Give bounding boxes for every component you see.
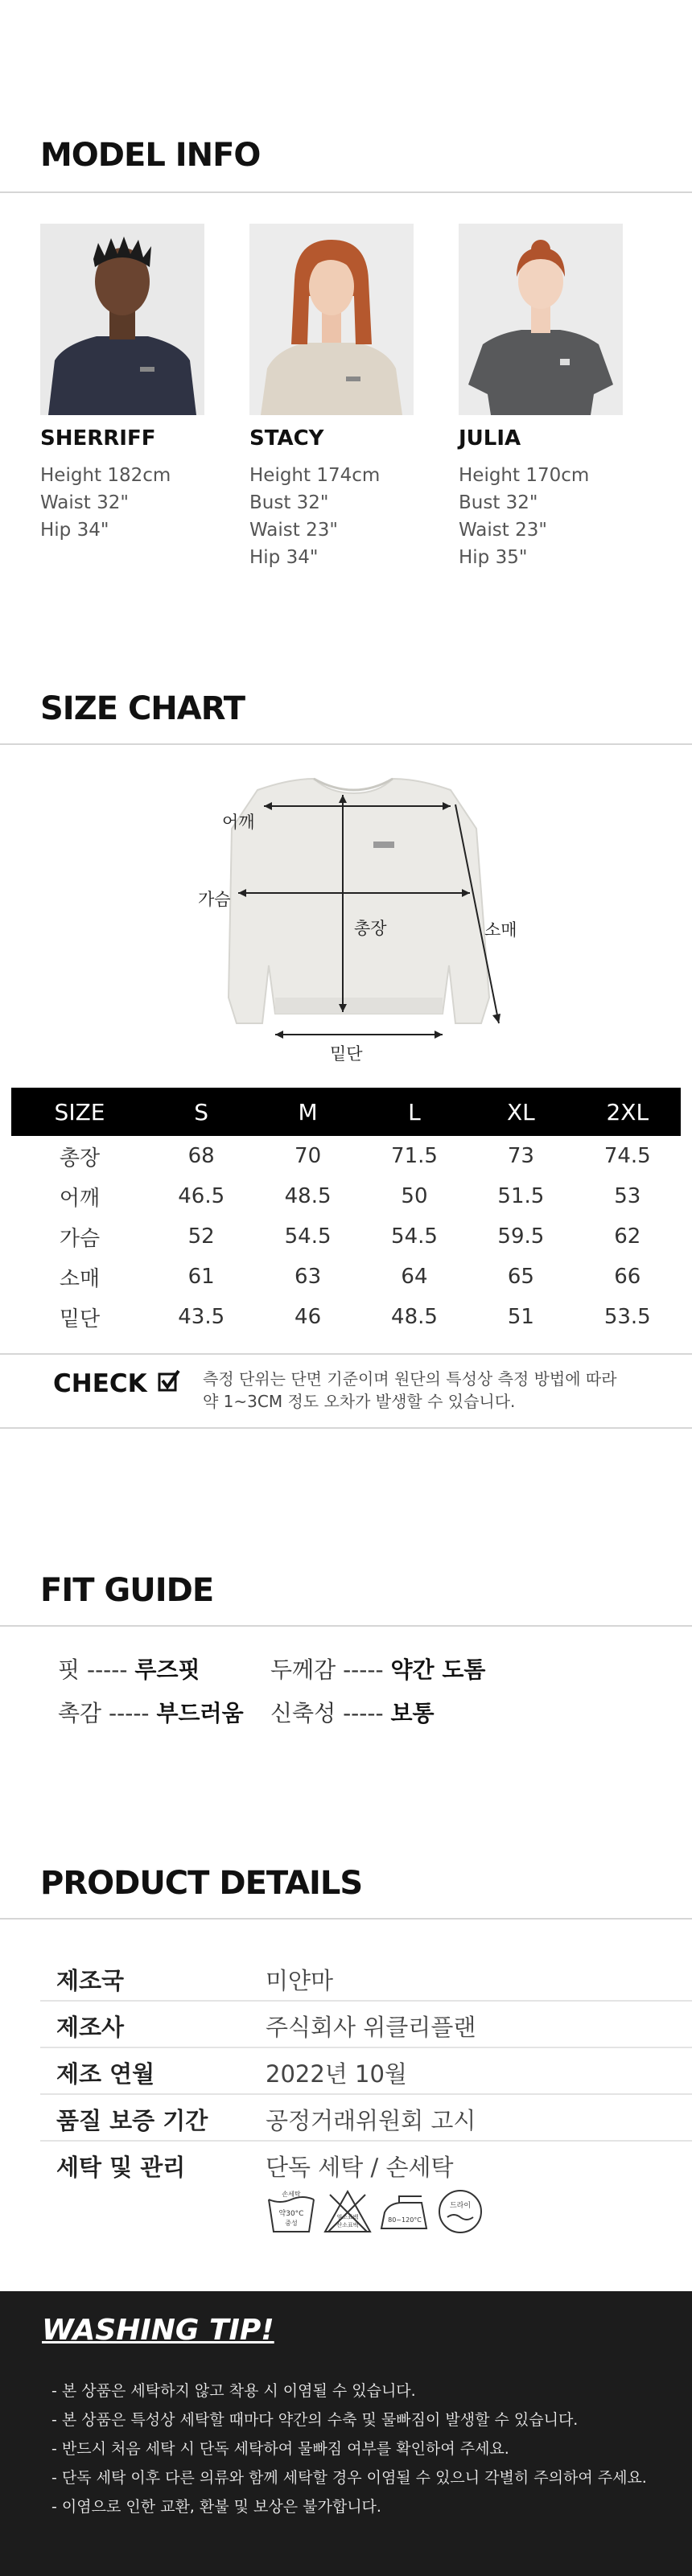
table-cell: 43.5 [178, 1305, 225, 1329]
table-cell: 가슴 [59, 1226, 101, 1251]
care-text: 염소표백 [336, 2214, 359, 2220]
table-cell: 총장 [59, 1146, 101, 1171]
detail-row [40, 2048, 692, 2095]
table-cell: 73 [507, 1144, 534, 1168]
table-cell: 어깨 [59, 1186, 101, 1211]
check-text-line: 약 1~3CM 정도 오차가 발생할 수 있습니다. [203, 1392, 516, 1411]
fit-guide-title: FIT GUIDE [40, 1572, 214, 1609]
check-text [203, 1368, 617, 1413]
divider [0, 1625, 692, 1627]
diagram-label-length: 총장 [354, 919, 387, 938]
fit-item-touch [58, 1696, 244, 1728]
model-spec: Hip 34" [249, 547, 319, 568]
fit-value: 부드러움 [156, 1700, 244, 1726]
diagram-label-shoulder: 어깨 [222, 813, 255, 832]
detail-label: 제조사 [56, 2014, 125, 2041]
product-details-title: PRODUCT DETAILS [40, 1865, 363, 1902]
detail-row [40, 2095, 692, 2142]
table-row [11, 1176, 681, 1216]
detail-row [40, 2142, 692, 2188]
detail-value: 미얀마 [266, 1967, 334, 1994]
fit-label: 신축성 [270, 1700, 336, 1726]
size-header-cell: M [254, 1088, 360, 1136]
size-header-cell: 2XL [575, 1088, 681, 1136]
detail-label: 세탁 및 관리 [56, 2154, 186, 2181]
table-row [11, 1136, 681, 1176]
care-text: 약30°C [278, 2210, 304, 2218]
model-spec: Waist 23" [459, 520, 547, 541]
model-spec: Hip 35" [459, 547, 528, 568]
table-cell: 54.5 [284, 1224, 332, 1249]
fit-dashes: ----- [109, 1700, 150, 1726]
table-cell: 74.5 [603, 1144, 651, 1168]
table-cell: 54.5 [391, 1224, 438, 1249]
table-cell: 59.5 [497, 1224, 545, 1249]
no-bleach-icon [322, 2188, 373, 2235]
table-cell: 53 [614, 1184, 641, 1208]
model-photo [459, 224, 623, 415]
list-item: - 본 상품은 특성상 세탁할 때마다 약간의 수축 및 물빠짐이 발생할 수 있습니다. [51, 2411, 579, 2429]
divider [0, 1918, 692, 1920]
divider [0, 191, 692, 193]
diagram-label-sleeve: 소매 [484, 920, 517, 940]
care-text: 산소표백 [336, 2222, 359, 2228]
model-spec: Bust 32" [459, 492, 538, 513]
fit-label: 핏 [58, 1656, 80, 1683]
iron-80-120-icon [378, 2188, 430, 2235]
model-card-stacy [249, 224, 418, 571]
model-name: JULIA [459, 426, 521, 451]
table-cell: 53.5 [603, 1305, 651, 1329]
table-cell: 밑단 [59, 1307, 101, 1331]
fit-label: 두께감 [270, 1656, 336, 1683]
check-text-line: 측정 단위는 단면 기준이며 원단의 특성상 측정 방법에 따라 [203, 1369, 617, 1389]
fit-dashes: ----- [343, 1700, 384, 1726]
fit-item-stretch [270, 1696, 435, 1728]
model-spec: Height 182cm [40, 465, 171, 486]
table-cell: 61 [187, 1265, 215, 1289]
model-spec: Hip 34" [40, 520, 109, 541]
model-spec: Bust 32" [249, 492, 329, 513]
model-specs [249, 462, 418, 571]
detail-label: 제조 연월 [56, 2060, 155, 2088]
size-header-cell: SIZE [11, 1088, 148, 1136]
detail-row [40, 1955, 692, 2002]
check-note [0, 1353, 692, 1429]
fit-dashes: ----- [86, 1656, 128, 1683]
table-cell: 63 [295, 1265, 322, 1289]
table-cell: 66 [614, 1265, 641, 1289]
table-cell: 50 [401, 1184, 428, 1208]
checkbox-check-icon [158, 1369, 180, 1393]
model-info-title: MODEL INFO [40, 137, 261, 174]
table-cell: 51 [507, 1305, 534, 1329]
fit-dashes: ----- [343, 1656, 384, 1683]
table-cell: 48.5 [284, 1184, 332, 1208]
table-row [11, 1297, 681, 1337]
model-name: STACY [249, 426, 324, 451]
table-cell: 71.5 [391, 1144, 438, 1168]
sweatshirt-diagram [185, 772, 523, 1062]
table-cell: 소매 [59, 1266, 101, 1291]
table-row [11, 1216, 681, 1257]
fit-value: 약간 도톰 [390, 1656, 486, 1683]
model-photo [249, 224, 414, 415]
care-text: 중성 [285, 2220, 298, 2227]
check-label: CHECK [53, 1369, 147, 1398]
divider [0, 743, 692, 745]
size-header-cell: S [148, 1088, 254, 1136]
detail-value: 공정거래위원회 고시 [266, 2107, 476, 2134]
washing-tip-title: WASHING TIP! [42, 2314, 274, 2347]
table-cell: 52 [187, 1224, 215, 1249]
model-specs [459, 462, 628, 571]
care-text: 80~120°C [388, 2216, 422, 2224]
detail-value: 2022년 10월 [266, 2060, 407, 2088]
list-item: - 반드시 처음 세탁 시 단독 세탁하여 물빠짐 여부를 확인하여 주세요. [51, 2440, 509, 2458]
model-card-julia [459, 224, 628, 571]
table-row [11, 1257, 681, 1297]
size-header-cell: XL [468, 1088, 574, 1136]
fit-item-thickness [270, 1652, 485, 1685]
detail-row [40, 2002, 692, 2048]
list-item: - 본 상품은 세탁하지 않고 착용 시 이염될 수 있습니다. [51, 2382, 416, 2400]
detail-label: 품질 보증 기간 [56, 2107, 208, 2134]
table-cell: 65 [507, 1265, 534, 1289]
size-table-header [11, 1088, 681, 1136]
fit-item-fit [58, 1652, 200, 1685]
table-cell: 62 [614, 1224, 641, 1249]
fit-value: 보통 [390, 1700, 435, 1726]
dry-clean-icon [435, 2188, 486, 2235]
model-specs [40, 462, 209, 544]
detail-value: 단독 세탁 / 손세탁 [266, 2154, 454, 2181]
detail-label: 제조국 [56, 1967, 125, 1994]
table-cell: 70 [295, 1144, 322, 1168]
model-spec: Waist 23" [249, 520, 338, 541]
table-cell: 48.5 [391, 1305, 438, 1329]
fit-label: 촉감 [58, 1700, 102, 1726]
model-name: SHERRIFF [40, 426, 156, 451]
list-item: - 이염으로 인한 교환, 환불 및 보상은 불가합니다. [51, 2498, 381, 2516]
size-table [11, 1088, 681, 1337]
washing-tip-panel [0, 2291, 692, 2576]
detail-value: 주식회사 위클리플랜 [266, 2014, 476, 2041]
fit-value: 루즈핏 [134, 1656, 200, 1683]
diagram-label-hem: 밑단 [330, 1044, 363, 1064]
list-item: - 단독 세탁 이후 다른 의류와 함께 세탁할 경우 이염될 수 있으니 각별히 주의하여 주세요. [51, 2469, 647, 2487]
size-chart-title: SIZE CHART [40, 690, 245, 727]
diagram-label-chest: 가슴 [198, 890, 231, 909]
model-spec: Height 170cm [459, 465, 590, 486]
care-text: 손세탁 [282, 2191, 301, 2198]
table-cell: 68 [187, 1144, 215, 1168]
model-card-sherriff [40, 224, 209, 544]
table-cell: 64 [401, 1265, 428, 1289]
model-photo [40, 224, 204, 415]
table-cell: 51.5 [497, 1184, 545, 1208]
hand-wash-30-icon [266, 2188, 317, 2235]
size-header-cell: L [361, 1088, 468, 1136]
washing-tip-list [51, 2376, 647, 2521]
model-spec: Waist 32" [40, 492, 129, 513]
table-cell: 46 [295, 1305, 322, 1329]
table-cell: 46.5 [178, 1184, 225, 1208]
model-spec: Height 174cm [249, 465, 381, 486]
care-text: 드라이 [449, 2202, 472, 2210]
